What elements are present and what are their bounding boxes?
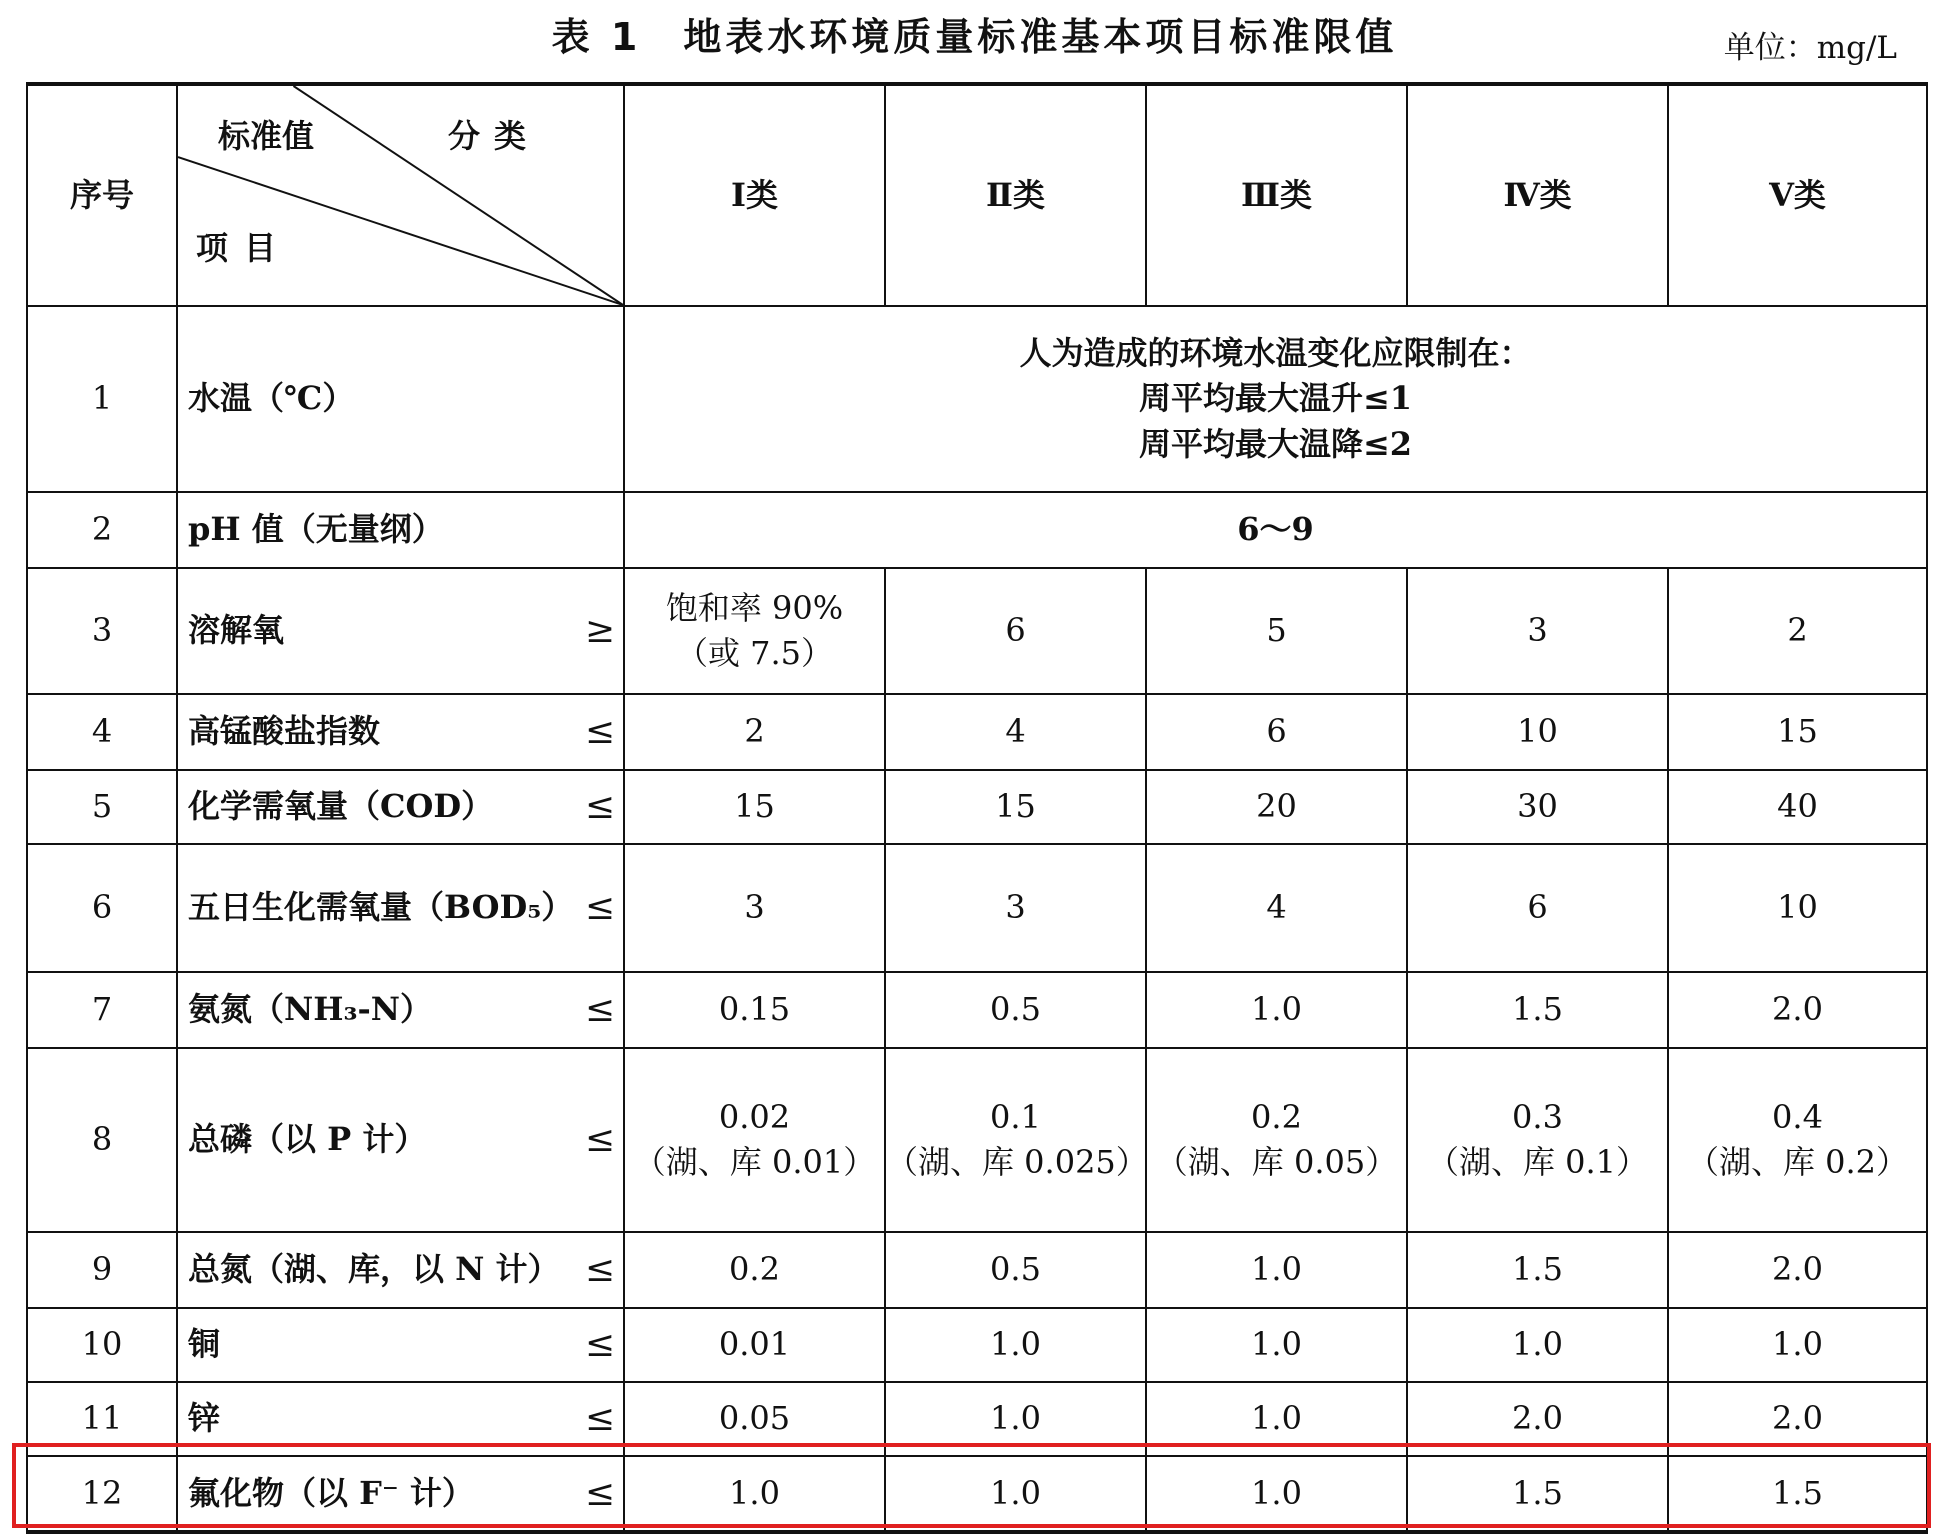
value-cell-class-2 (885, 844, 1146, 972)
value-cell-class-4 (1407, 972, 1668, 1048)
value-cell-class-2 (885, 770, 1146, 844)
value-line: 6 (1527, 888, 1548, 927)
value-line: 5 (1266, 611, 1287, 650)
value-line: 1.5 (1512, 1473, 1563, 1512)
value-line: 10 (1777, 888, 1818, 927)
comparison-operator: ≥ (584, 610, 615, 652)
value-line: 1.0 (1251, 1325, 1302, 1364)
value-cell-class-3 (1146, 844, 1407, 972)
value-cell-class-1 (624, 770, 885, 844)
value-cell-class-3 (1146, 1308, 1407, 1382)
value-cell-class-5 (1668, 1232, 1927, 1308)
highlight-box (12, 1443, 1931, 1528)
value-cell-class-5 (1668, 770, 1927, 844)
value-line: 0.2 (1251, 1097, 1302, 1136)
table-row (27, 972, 1927, 1048)
row-number: 3 (27, 568, 177, 694)
value-line: 1.0 (990, 1325, 1041, 1364)
row-number: 7 (27, 972, 177, 1048)
value-line: 20 (1256, 787, 1297, 826)
value-cell-class-2 (885, 1048, 1146, 1232)
item-name-cell (177, 568, 624, 694)
value-line: 0.5 (990, 1250, 1041, 1289)
header-row (27, 84, 1927, 306)
value-line: 0.15 (718, 990, 791, 1029)
value-line: 4 (1266, 888, 1287, 927)
value-cell-class-5 (1668, 568, 1927, 694)
item-name: 总氮（湖、库，以 N 计） (188, 1250, 560, 1289)
value-line: 2.0 (1772, 1399, 1823, 1438)
comparison-operator: ≤ (584, 786, 615, 828)
value-cell-class-3 (1146, 972, 1407, 1048)
value-line: 2 (744, 712, 765, 751)
table-row (27, 1048, 1927, 1232)
item-name-cell (177, 492, 624, 568)
value-cell-class-1 (624, 1048, 885, 1232)
value-line: 2.0 (1512, 1399, 1563, 1438)
header-std-value: 标准值 (218, 117, 315, 155)
value-cell-class-1 (624, 1232, 885, 1308)
comparison-operator: ≤ (584, 1249, 615, 1291)
item-name: 锌 (188, 1399, 221, 1438)
value-line: 1.0 (1251, 990, 1302, 1029)
value-line: 10 (1517, 712, 1558, 751)
value-line: 0.01 (718, 1325, 791, 1364)
value-cell-class-4 (1407, 844, 1668, 972)
value-line: （湖、库 0.05） (1155, 1143, 1398, 1181)
value-line: 30 (1517, 787, 1558, 826)
value-line: （湖、库 0.01） (633, 1143, 876, 1181)
value-line: 1.0 (990, 1399, 1041, 1438)
value-line: 0.1 (990, 1097, 1041, 1136)
item-name: 五日生化需氧量（BOD₅） (188, 888, 574, 927)
value-line: 1.5 (1512, 990, 1563, 1029)
value-cell-class-4 (1407, 1048, 1668, 1232)
header-class-4: Ⅳ类 (1407, 84, 1668, 306)
value-cell-class-4 (1407, 1232, 1668, 1308)
value-cell-class-2 (885, 972, 1146, 1048)
value-cell-class-3 (1146, 694, 1407, 770)
item-name: 氨氮（NH₃-N） (188, 990, 433, 1029)
value-line: 1.0 (1512, 1325, 1563, 1364)
header-class-5: Ⅴ类 (1668, 84, 1927, 306)
value-cell-class-2 (885, 1308, 1146, 1382)
value-line: 1.5 (1772, 1473, 1823, 1512)
value-line: 1.0 (1251, 1399, 1302, 1438)
table-row (27, 568, 1927, 694)
value-cell-class-4 (1407, 1308, 1668, 1382)
value-line: 0.3 (1512, 1097, 1563, 1136)
table-row (27, 1308, 1927, 1382)
value-line: 0.5 (990, 990, 1041, 1029)
item-name: 高锰酸盐指数 (188, 712, 381, 751)
row-number: 2 (27, 492, 177, 568)
item-name: 水温（℃） (188, 379, 355, 418)
value-line: 1.0 (729, 1473, 780, 1512)
item-name-cell (177, 694, 624, 770)
item-name: 总磷（以 P 计） (188, 1120, 427, 1159)
value-cell-class-2 (885, 694, 1146, 770)
comparison-operator: ≤ (584, 1119, 615, 1161)
comparison-operator: ≤ (584, 1324, 615, 1366)
table-row (27, 1232, 1927, 1308)
value-line: 2.0 (1772, 1250, 1823, 1289)
merged-value-line: 6～9 (1237, 510, 1314, 549)
merged-value-line: 周平均最大温降≤2 (1138, 424, 1413, 463)
value-line: 饱和率 90% (665, 588, 844, 627)
item-name: 铜 (188, 1325, 221, 1364)
value-line: （湖、库 0.1） (1426, 1143, 1649, 1181)
value-line: 2 (1787, 611, 1808, 650)
value-line: 0.4 (1772, 1097, 1823, 1136)
value-line: 1.5 (1512, 1250, 1563, 1289)
item-name-cell (177, 972, 624, 1048)
value-line: 40 (1777, 787, 1818, 826)
value-line: 1.0 (990, 1473, 1041, 1512)
item-name-cell (177, 1048, 624, 1232)
merged-value-cell (624, 492, 1927, 568)
standards-table (26, 82, 1928, 1534)
value-line: 2.0 (1772, 990, 1823, 1029)
table-title: 表 1 地表水环境质量标准基本项目标准限值 (551, 15, 1398, 59)
header-diagonal-cell (177, 84, 624, 306)
table-row (27, 306, 1927, 492)
value-cell-class-5 (1668, 1048, 1927, 1232)
value-line: （湖、库 0.2） (1686, 1143, 1909, 1181)
value-cell-class-2 (885, 1232, 1146, 1308)
value-line: 15 (995, 787, 1036, 826)
comparison-operator: ≤ (584, 1472, 615, 1514)
value-cell-class-4 (1407, 568, 1668, 694)
value-line: 4 (1005, 712, 1026, 751)
value-line: 15 (734, 787, 775, 826)
row-number: 12 (27, 1456, 177, 1532)
merged-value-cell (624, 306, 1927, 492)
comparison-operator: ≤ (584, 711, 615, 753)
value-cell-class-5 (1668, 1308, 1927, 1382)
header-class-1: Ⅰ类 (624, 84, 885, 306)
value-line: 6 (1266, 712, 1287, 751)
header-category: 分类 (448, 117, 541, 155)
value-cell-class-5 (1668, 972, 1927, 1048)
value-line: （或 7.5） (675, 634, 834, 672)
value-cell-class-5 (1668, 844, 1927, 972)
header-class-3: Ⅲ类 (1146, 84, 1407, 306)
value-line: 6 (1005, 611, 1026, 650)
value-cell-class-1 (624, 568, 885, 694)
value-cell-class-1 (624, 694, 885, 770)
row-number: 11 (27, 1382, 177, 1456)
value-cell-class-3 (1146, 568, 1407, 694)
row-number: 4 (27, 694, 177, 770)
value-cell-class-4 (1407, 770, 1668, 844)
row-number: 6 (27, 844, 177, 972)
item-name: 溶解氧 (188, 611, 285, 650)
table-row (27, 492, 1927, 568)
merged-value-line: 人为造成的环境水温变化应限制在： (1019, 333, 1532, 372)
item-name: 化学需氧量（COD） (188, 787, 494, 826)
value-cell-class-3 (1146, 1232, 1407, 1308)
value-line: 1.0 (1772, 1325, 1823, 1364)
value-cell-class-1 (624, 844, 885, 972)
value-cell-class-1 (624, 972, 885, 1048)
table-row (27, 770, 1927, 844)
value-line: 1.0 (1251, 1250, 1302, 1289)
row-number: 1 (27, 306, 177, 492)
value-cell-class-1 (624, 1308, 885, 1382)
value-line: 0.02 (718, 1097, 791, 1136)
merged-value-line: 周平均最大温升≤1 (1138, 379, 1413, 418)
row-number: 5 (27, 770, 177, 844)
comparison-operator: ≤ (584, 1398, 615, 1440)
item-name-cell (177, 306, 624, 492)
item-name-cell (177, 1308, 624, 1382)
table-row (27, 844, 1927, 972)
row-number: 8 (27, 1048, 177, 1232)
value-cell-class-2 (885, 568, 1146, 694)
value-line: 3 (1527, 611, 1548, 650)
header-class-2: Ⅱ类 (885, 84, 1146, 306)
row-number: 10 (27, 1308, 177, 1382)
unit-label: 单位：mg/L (1723, 30, 1897, 66)
header-seq: 序号 (27, 84, 177, 306)
item-name-cell (177, 844, 624, 972)
header-item: 项目 (196, 229, 293, 267)
value-line: 3 (744, 888, 765, 927)
value-cell-class-5 (1668, 694, 1927, 770)
value-line: 0.05 (718, 1399, 791, 1438)
item-name-cell (177, 1232, 624, 1308)
value-line: 1.0 (1251, 1473, 1302, 1512)
value-line: 0.2 (729, 1250, 780, 1289)
item-name-cell (177, 770, 624, 844)
comparison-operator: ≤ (584, 989, 615, 1031)
value-line: （湖、库 0.025） (886, 1143, 1148, 1181)
value-cell-class-3 (1146, 1048, 1407, 1232)
value-cell-class-3 (1146, 770, 1407, 844)
item-name: pH 值（无量纲） (188, 510, 444, 549)
row-number: 9 (27, 1232, 177, 1308)
item-name: 氟化物（以 F⁻ 计） (188, 1473, 474, 1512)
table-row (27, 694, 1927, 770)
comparison-operator: ≤ (584, 887, 615, 929)
value-line: 15 (1777, 712, 1818, 751)
value-cell-class-4 (1407, 694, 1668, 770)
value-line: 3 (1005, 888, 1026, 927)
